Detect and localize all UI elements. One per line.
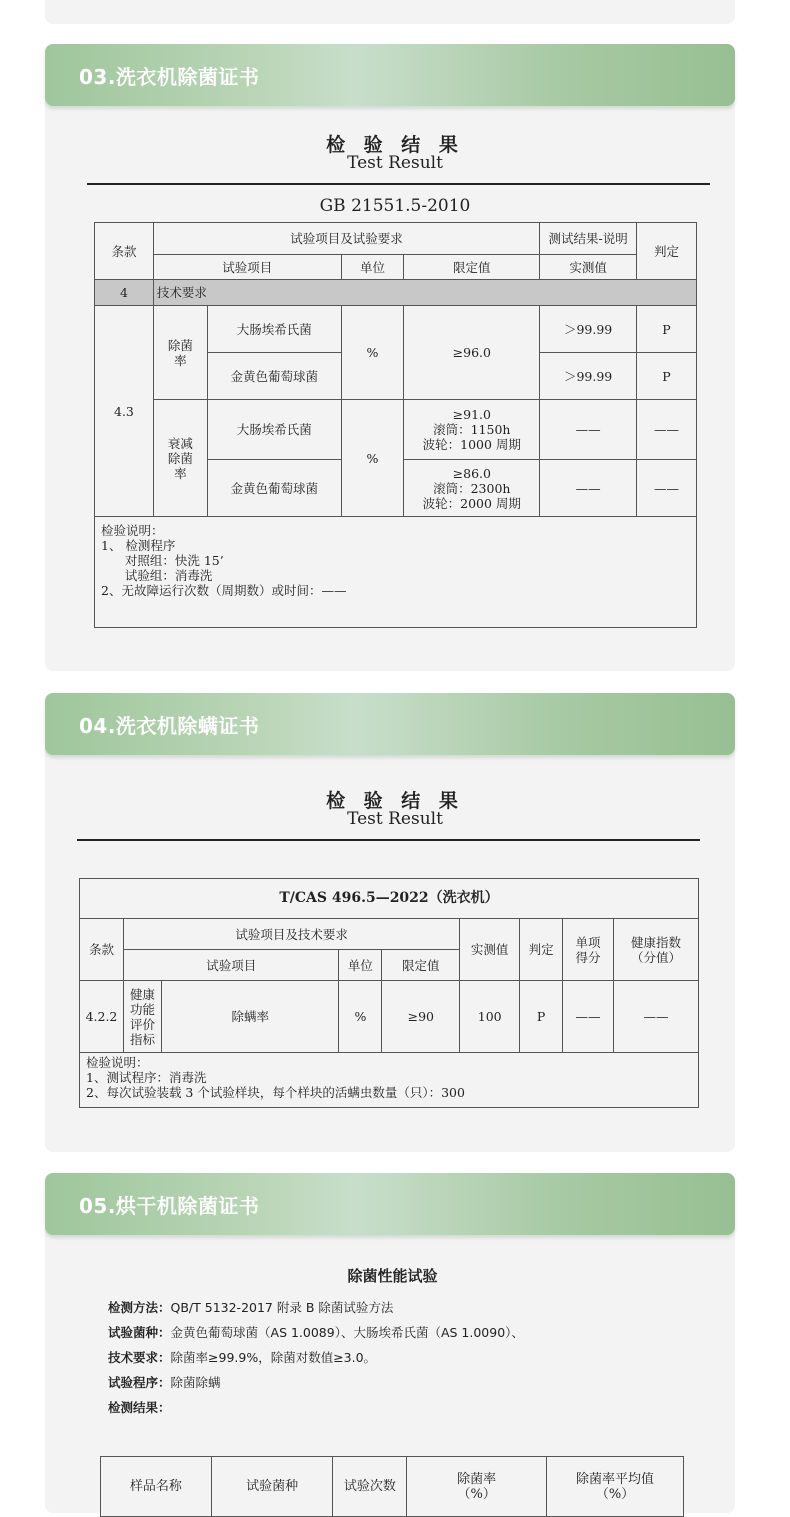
row4-label: 技术要求 — [153, 280, 696, 306]
th-score: 单项得分 — [563, 919, 614, 981]
th-health: 健康指数（分值） — [614, 919, 699, 981]
s3-result-table — [94, 222, 697, 628]
value-cell: ＞99.99 — [540, 306, 637, 353]
item-staph: 金黄色葡萄球菌 — [207, 353, 341, 400]
previous-card — [45, 0, 735, 24]
group-decay: 衰减除菌率 — [153, 400, 207, 517]
value-cell: ＞99.99 — [540, 353, 637, 400]
s4-value: 100 — [460, 981, 520, 1053]
judge-cell: P — [637, 306, 697, 353]
th-measured: 实测值 — [460, 919, 520, 981]
th-clause: 条款 — [95, 223, 154, 280]
limit-cell: ≥96.0 — [404, 306, 540, 400]
th-judge: 判定 — [520, 919, 563, 981]
section-05-title: 05.烘干机除菌证书 — [79, 1194, 260, 1218]
s4-notes: 检验说明： 1、测试程序：消毒洗 2、每次试验装载 3 个试验样块，每个样块的活螨虫数量（只）：300 — [80, 1053, 699, 1108]
s4-doc-subtitle: Test Result — [347, 809, 443, 829]
judge-cell: —— — [637, 400, 697, 460]
s3-doc-subtitle: Test Result — [347, 153, 443, 173]
s4-score: —— — [563, 981, 614, 1053]
s4-health: —— — [614, 981, 699, 1053]
unit-cell: % — [341, 400, 404, 517]
s4-clause: 4.2.2 — [80, 981, 124, 1053]
s4-judge: P — [520, 981, 563, 1053]
row4-clause: 4 — [95, 280, 154, 306]
s4-limit: ≥90 — [382, 981, 460, 1053]
section-03-title: 03.洗衣机除菌证书 — [79, 65, 260, 89]
judge-cell: —— — [637, 460, 697, 517]
th-items: 试验项目及技术要求 — [123, 919, 459, 950]
value-cell: —— — [540, 400, 637, 460]
item-ecoli: 大肠埃希氏菌 — [207, 306, 341, 353]
s4-doc-title: 检 验 结 果 — [326, 790, 464, 812]
s5-results-label: 检测结果： — [108, 1400, 171, 1415]
th-item: 试验项目 — [153, 255, 341, 280]
th-items: 试验项目及试验要求 — [153, 223, 539, 255]
item-ecoli: 大肠埃希氏菌 — [207, 400, 341, 460]
s5-bacteria: 试验菌种：金黄色葡萄球菌（AS 1.0089）、大肠埃希氏菌（AS 1.0090）、 — [108, 1325, 524, 1340]
s4-item: 除螨率 — [161, 981, 339, 1053]
th-rate-avg: 除菌率平均值（%） — [547, 1457, 684, 1517]
s5-result-table — [100, 1456, 684, 1517]
th-rate: 除菌率（%） — [407, 1457, 547, 1517]
th-result: 测试结果-说明 — [540, 223, 637, 255]
s3-divider — [87, 183, 710, 185]
s4-result-table — [79, 878, 699, 1108]
group-sterilization: 除菌率 — [153, 306, 207, 400]
th-limit: 限定值 — [382, 950, 460, 981]
limit-cell: ≥86.0 滚筒：2300h 波轮：2000 周期 — [404, 460, 540, 517]
limit-cell: ≥91.0 滚筒：1150h 波轮：1000 周期 — [404, 400, 540, 460]
s3-standard: GB 21551.5-2010 — [319, 196, 471, 216]
th-unit: 单位 — [341, 255, 404, 280]
s4-unit: % — [339, 981, 382, 1053]
th-clause: 条款 — [80, 919, 124, 981]
s3-doc-title: 检 验 结 果 — [326, 134, 464, 156]
th-unit: 单位 — [339, 950, 382, 981]
value-cell: —— — [540, 460, 637, 517]
item-staph: 金黄色葡萄球菌 — [207, 460, 341, 517]
s5-procedure: 试验程序：除菌除螨 — [108, 1375, 221, 1390]
th-measured: 实测值 — [540, 255, 637, 280]
th-count: 试验次数 — [333, 1457, 407, 1517]
s5-method: 检测方法：QB/T 5132-2017 附录 B 除菌试验方法 — [108, 1300, 394, 1315]
unit-cell: % — [341, 306, 404, 400]
s5-requirement: 技术要求：除菌率≥99.9%，除菌对数值≥3.0。 — [108, 1350, 377, 1365]
row43-clause: 4.3 — [95, 306, 154, 517]
judge-cell: P — [637, 353, 697, 400]
th-sample: 样品名称 — [101, 1457, 212, 1517]
s4-caption: T/CAS 496.5—2022（洗衣机） — [80, 879, 699, 919]
th-bacteria: 试验菌种 — [211, 1457, 333, 1517]
section-05-header — [45, 1173, 735, 1235]
section-04-header — [45, 693, 735, 755]
s4-divider — [77, 839, 700, 841]
th-judge: 判定 — [637, 223, 697, 280]
th-item: 试验项目 — [123, 950, 338, 981]
s4-group: 健康功能评价指标 — [123, 981, 161, 1053]
section-04-title: 04.洗衣机除螨证书 — [79, 714, 260, 738]
s5-doc-title: 除菌性能试验 — [347, 1267, 438, 1285]
th-limit: 限定值 — [404, 255, 540, 280]
s3-notes: 检验说明： 1、 检测程序 对照组：快洗 15’ 试验组：消毒洗 2、无故障运行次数（周期数）或时间：—— — [95, 517, 697, 628]
section-03-header — [45, 44, 735, 106]
